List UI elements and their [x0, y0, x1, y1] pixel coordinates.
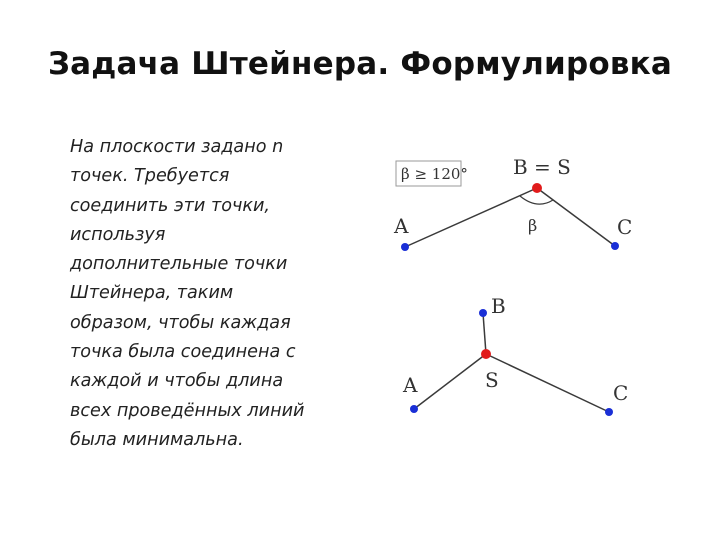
edge-s-c	[537, 188, 615, 246]
edge-s-c	[486, 354, 609, 412]
angle-label: β	[528, 216, 538, 235]
point-label-a: A	[394, 214, 409, 238]
statement-line: соединить эти точки,	[70, 195, 271, 216]
statement-line: точек. Требуется	[70, 166, 230, 187]
steiner-point-s	[481, 349, 491, 359]
point-label-c: C	[613, 381, 629, 405]
edge-b-s	[483, 313, 486, 354]
point-label-a: A	[403, 373, 418, 397]
statement-line: всех проведённых линий	[70, 400, 305, 421]
point-label-c: C	[617, 215, 633, 239]
edge-a-s	[414, 354, 486, 409]
terminal-point-c	[611, 242, 619, 250]
terminal-point-c	[605, 408, 613, 416]
statement-line: каждой и чтобы длина	[70, 371, 284, 392]
terminal-point-b	[479, 309, 487, 317]
statement-line: Штейнера, таким	[70, 283, 234, 304]
slide-title: Задача Штейнера. Формулировка	[47, 46, 673, 82]
point-label-s: S	[485, 368, 499, 392]
figure-steiner-tree	[402, 294, 628, 416]
statement-line: точка была соединена с	[70, 342, 296, 363]
statement-line: образом, чтобы каждая	[70, 312, 291, 333]
condition-label: β ≥ 120°	[401, 165, 468, 183]
terminal-point-a	[401, 243, 409, 251]
point-label-b: B	[491, 294, 506, 318]
statement-line: дополнительные точки	[70, 254, 288, 275]
angle-arc	[520, 196, 553, 204]
edge-a-s	[405, 188, 537, 247]
statement-line: На плоскости задано n	[70, 137, 284, 157]
figure-obtuse-angle	[393, 155, 632, 251]
statement-line: используя	[70, 224, 166, 245]
top-label: B = S	[513, 155, 571, 179]
statement-line: была минимальна.	[70, 429, 244, 450]
steiner-point-s	[532, 183, 542, 193]
terminal-point-a	[410, 405, 418, 413]
